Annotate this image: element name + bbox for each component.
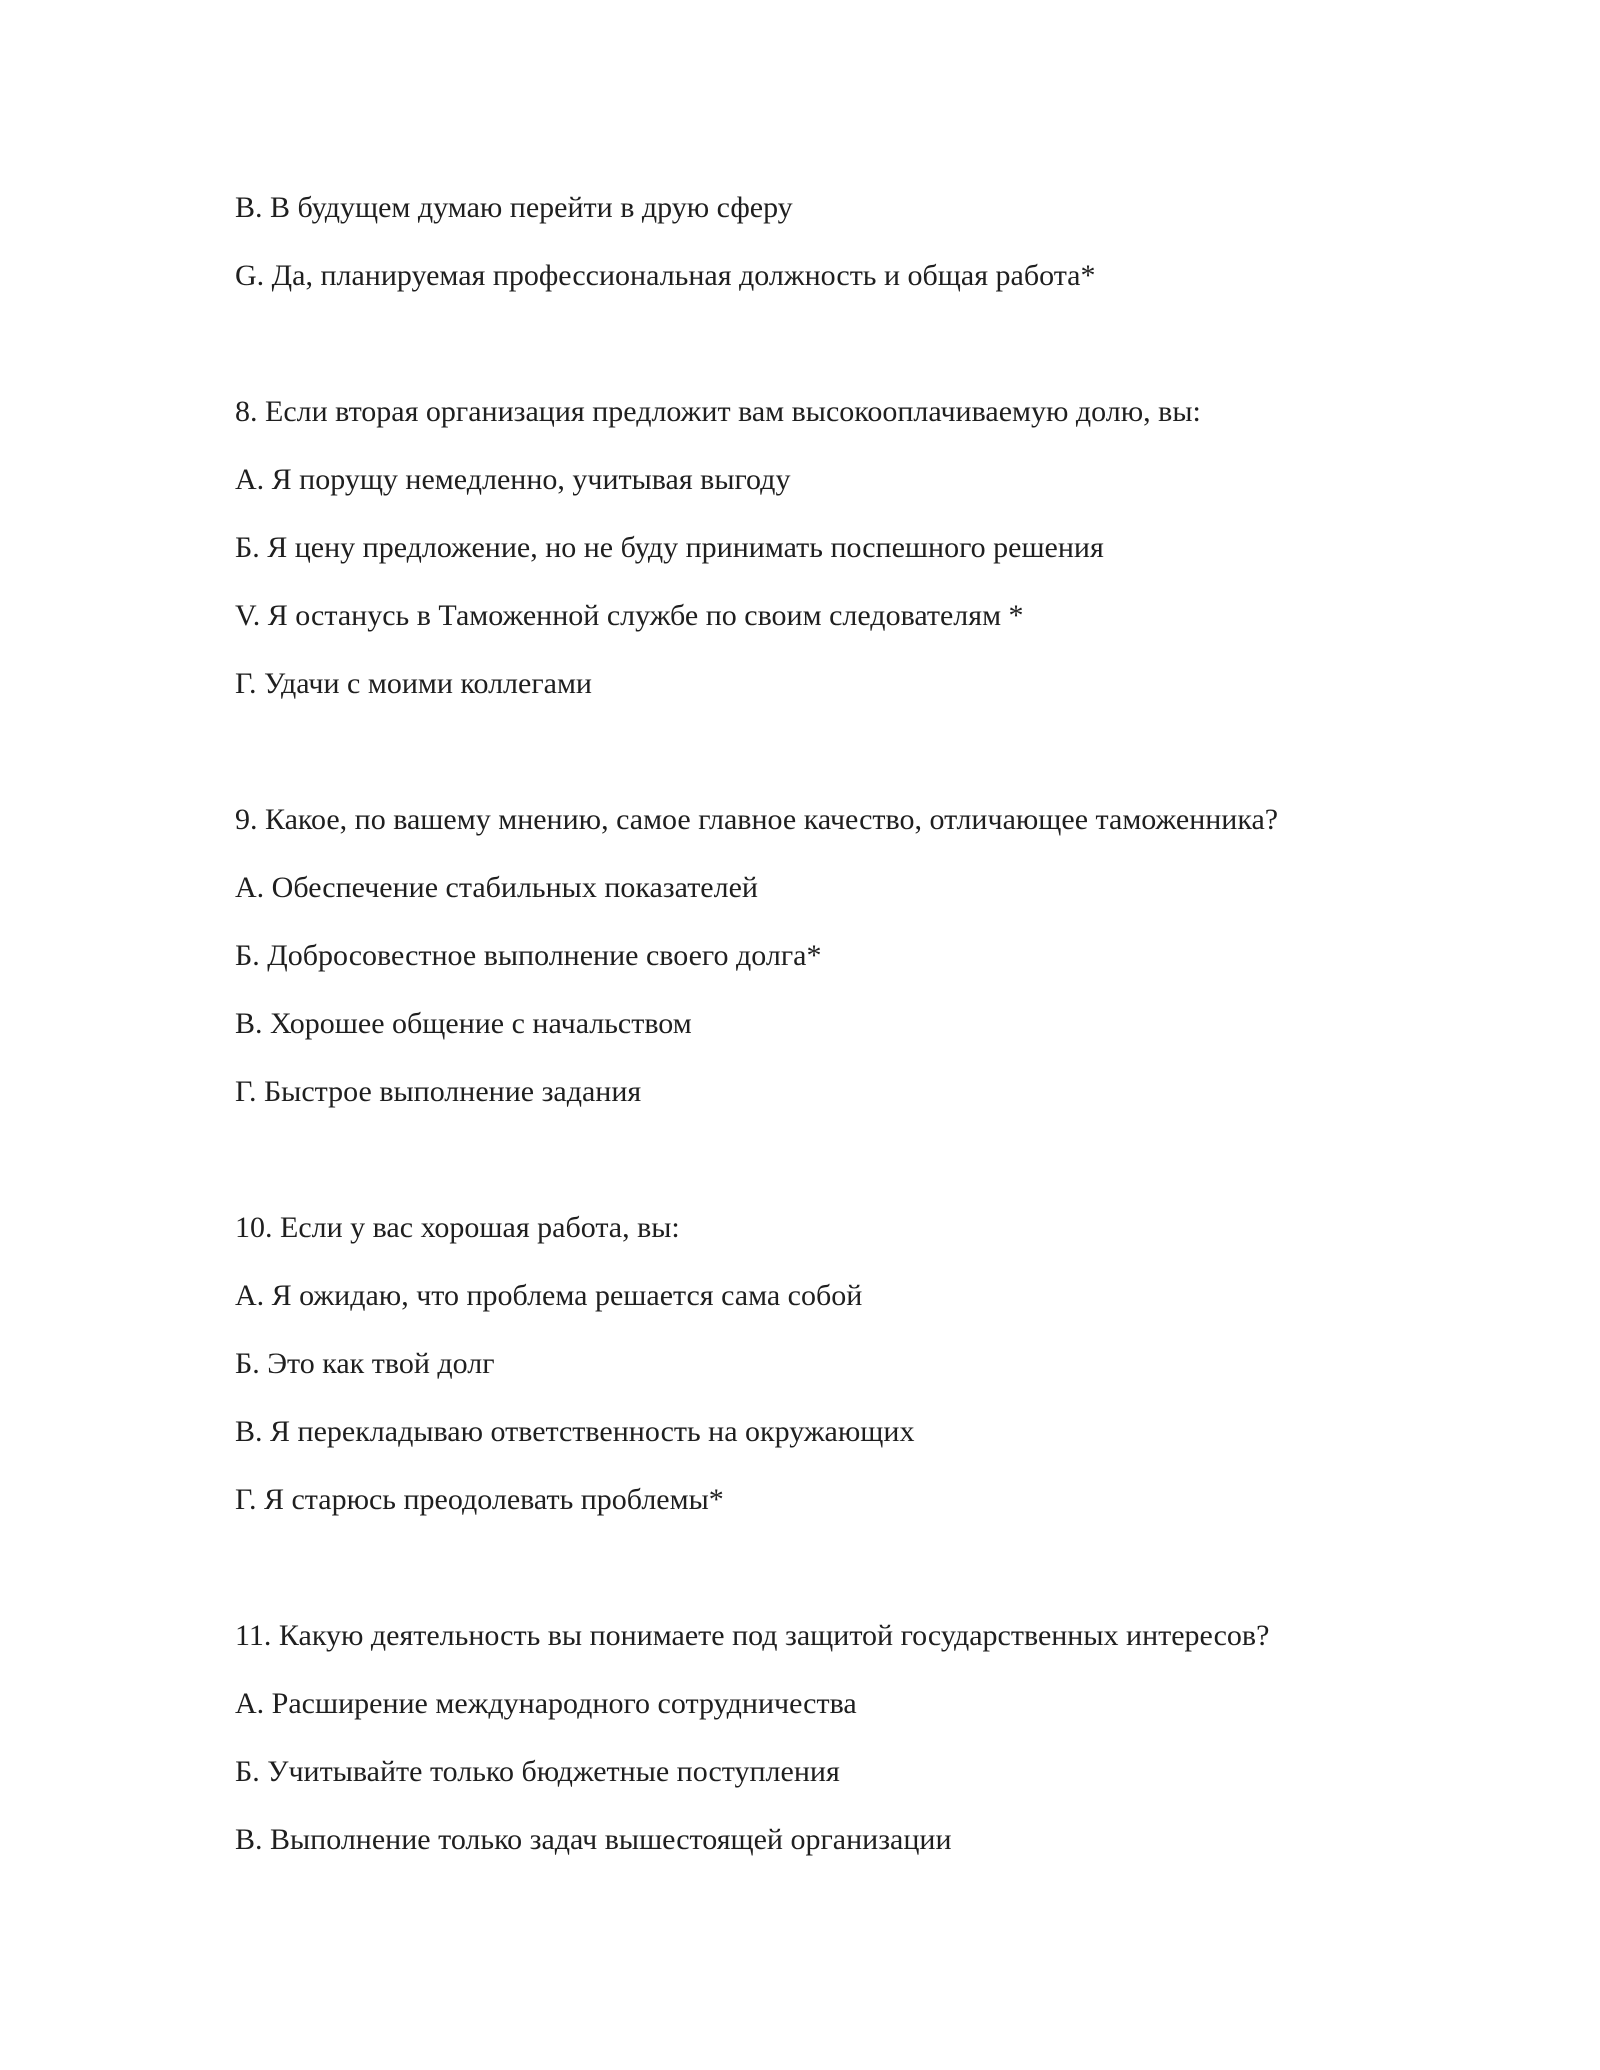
spacer xyxy=(235,318,1435,386)
answer-option: А. Я ожидаю, что проблема решается сама собой xyxy=(235,1279,863,1312)
answer-option: Б. Добросовестное выполнение своего долга* xyxy=(235,939,822,972)
question-8: 8. Если вторая организация предложит вам высокооплачиваемую долю, вы: xyxy=(235,395,1201,428)
answer-option: В. В будущем думаю перейти в друю сферу xyxy=(235,191,793,224)
answer-option: G. Да, планируемая профессиональная должность и общая работа* xyxy=(235,259,1096,292)
answer-option: Г. Быстрое выполнение задания xyxy=(235,1075,642,1108)
answer-option: А. Расширение международного сотрудничества xyxy=(235,1687,857,1720)
document-content xyxy=(235,182,1435,1882)
answer-option: Г. Удачи с моими коллегами xyxy=(235,667,592,700)
spacer xyxy=(235,1542,1435,1610)
answer-option: Б. Это как твой долг xyxy=(235,1347,495,1380)
question-10: 10. Если у вас хорошая работа, вы: xyxy=(235,1211,680,1244)
answer-option: Б. Я цену предложение, но не буду принимать поспешного решения xyxy=(235,531,1104,564)
question-11: 11. Какую деятельность вы понимаете под защитой государственных интересов? xyxy=(235,1619,1270,1652)
answer-option: В. Хорошее общение с начальством xyxy=(235,1007,692,1040)
answer-option: Г. Я старюсь преодолевать проблемы* xyxy=(235,1483,724,1516)
spacer xyxy=(235,726,1435,794)
answer-option: В. Выполнение только задач вышестоящей организации xyxy=(235,1823,952,1856)
answer-option: V. Я останусь в Таможенной службе по своим следователям * xyxy=(235,599,1024,632)
answer-option: В. Я перекладываю ответственность на окружающих xyxy=(235,1415,915,1448)
answer-option: Б. Учитывайте только бюджетные поступления xyxy=(235,1755,840,1788)
answer-option: А. Обеспечение стабильных показателей xyxy=(235,871,758,904)
spacer xyxy=(235,1134,1435,1202)
question-9: 9. Какое, по вашему мнению, самое главное качество, отличающее таможенника? xyxy=(235,803,1279,836)
answer-option: А. Я порущу немедленно, учитывая выгоду xyxy=(235,463,791,496)
